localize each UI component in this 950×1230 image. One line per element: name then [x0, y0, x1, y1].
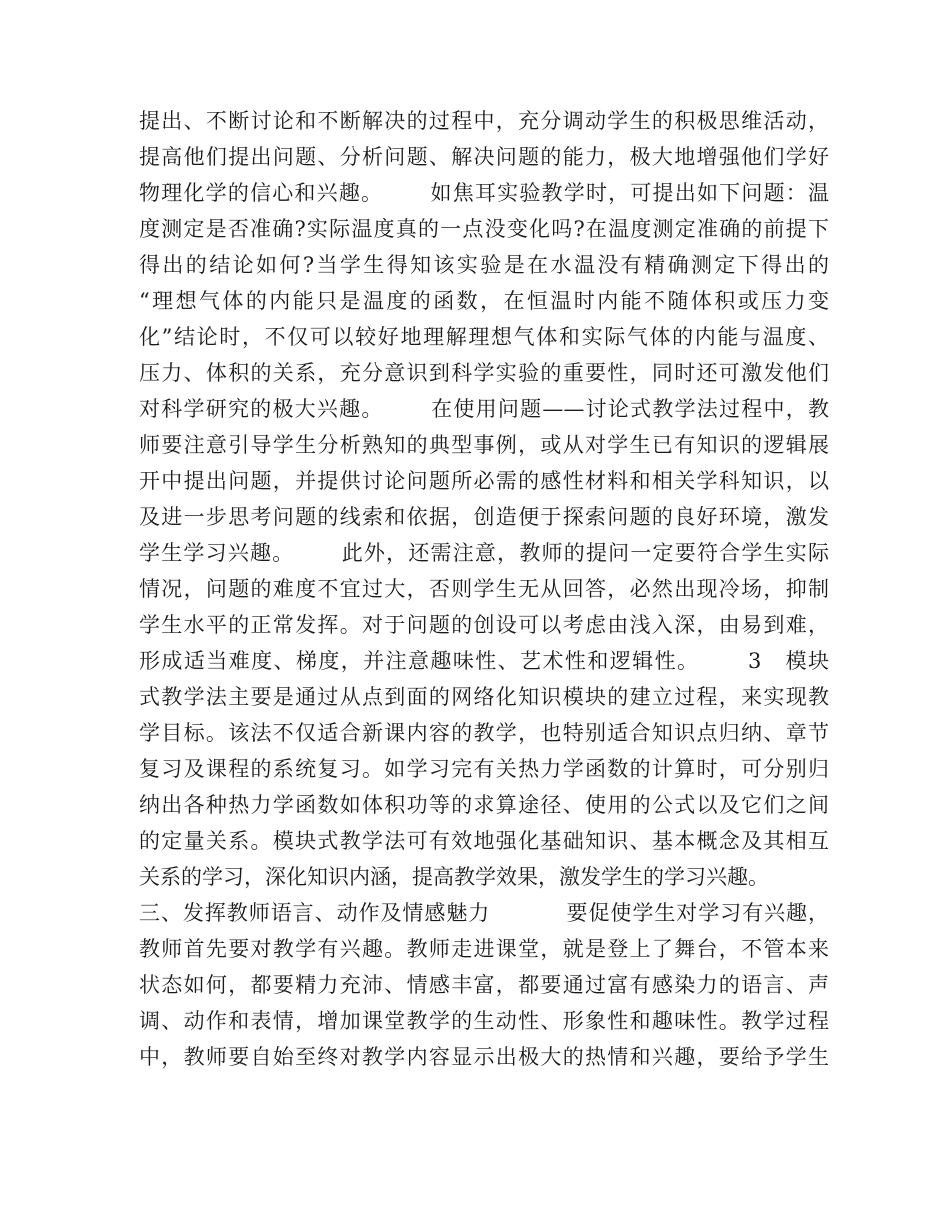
text-line: 学生学习兴趣。 此外，还需注意，教师的提问一定要符合学生实际 — [139, 541, 829, 565]
text-line: “理想气体的内能只是温度的函数，在恒温时内能不随体积或压力变 — [139, 289, 829, 313]
text-line: 提出、不断讨论和不断解决的过程中，充分调动学生的积极思维活动， — [139, 109, 829, 133]
text-line: 情况，问题的难度不宜过大，否则学生无从回答，必然出现冷场，抑制 — [139, 577, 829, 601]
text-line: 及进一步思考问题的线索和依据，创造便于探索问题的良好环境，激发 — [139, 505, 829, 529]
text-line: 状态如何，都要精力充沛、情感丰富，都要通过富有感染力的语言、声 — [139, 973, 829, 997]
text-line: 形成适当难度、梯度，并注意趣味性、艺术性和逻辑性。 3 模块 — [139, 649, 829, 673]
text-line: 提高他们提出问题、分析问题、解决问题的能力，极大地增强他们学好 — [139, 145, 829, 169]
body-text — [139, 103, 829, 1075]
text-line: 对科学研究的极大兴趣。 在使用问题——讨论式教学法过程中，教 — [139, 397, 829, 421]
text-line: 师要注意引导学生分析熟知的典型事例，或从对学生已有知识的逻辑展 — [139, 433, 829, 457]
text-line: 复习及课程的系统复习。如学习完有关热力学函数的计算时，可分别归 — [139, 757, 829, 781]
text-line: 纳出各种热力学函数如体积功等的求算途径、使用的公式以及它们之间 — [139, 793, 829, 817]
text-line: 式教学法主要是通过从点到面的网络化知识模块的建立过程，来实现教 — [139, 685, 829, 709]
text-line: 的定量关系。模块式教学法可有效地强化基础知识、基本概念及其相互 — [139, 829, 829, 853]
text-line: 调、动作和表情，增加课堂教学的生动性、形象性和趣味性。教学过程 — [139, 1009, 829, 1033]
text-line: 学目标。该法不仅适合新课内容的教学，也特别适合知识点归纳、章节 — [139, 721, 829, 745]
text-line: 压力、体积的关系，充分意识到科学实验的重要性，同时还可激发他们 — [139, 361, 829, 385]
text-line: 开中提出问题，并提供讨论问题所必需的感性材料和相关学科知识，以 — [139, 469, 829, 493]
text-line: 化”结论时，不仅可以较好地理解理想气体和实际气体的内能与温度、 — [139, 325, 829, 349]
text-line: 教师首先要对教学有兴趣。教师走进课堂，就是登上了舞台，不管本来 — [139, 937, 829, 961]
text-line: 中，教师要自始至终对教学内容显示出极大的热情和兴趣，要给予学生 — [139, 1045, 829, 1069]
text-line: 关系的学习，深化知识内涵，提高教学效果，激发学生的学习兴趣。 — [139, 865, 769, 889]
text-line: 度测定是否准确?实际温度真的一点没变化吗?在温度测定准确的前提下 — [139, 217, 829, 241]
text-line: 物理化学的信心和兴趣。 如焦耳实验教学时，可提出如下问题：温 — [139, 181, 829, 205]
section-heading-line: 三、发挥教师语言、动作及情感魅力 要促使学生对学习有兴趣， — [139, 901, 829, 925]
text-line: 得出的结论如何?当学生得知该实验是在水温没有精确测定下得出的 — [139, 253, 829, 277]
text-line: 学生水平的正常发挥。对于问题的创设可以考虑由浅入深，由易到难， — [139, 613, 829, 637]
